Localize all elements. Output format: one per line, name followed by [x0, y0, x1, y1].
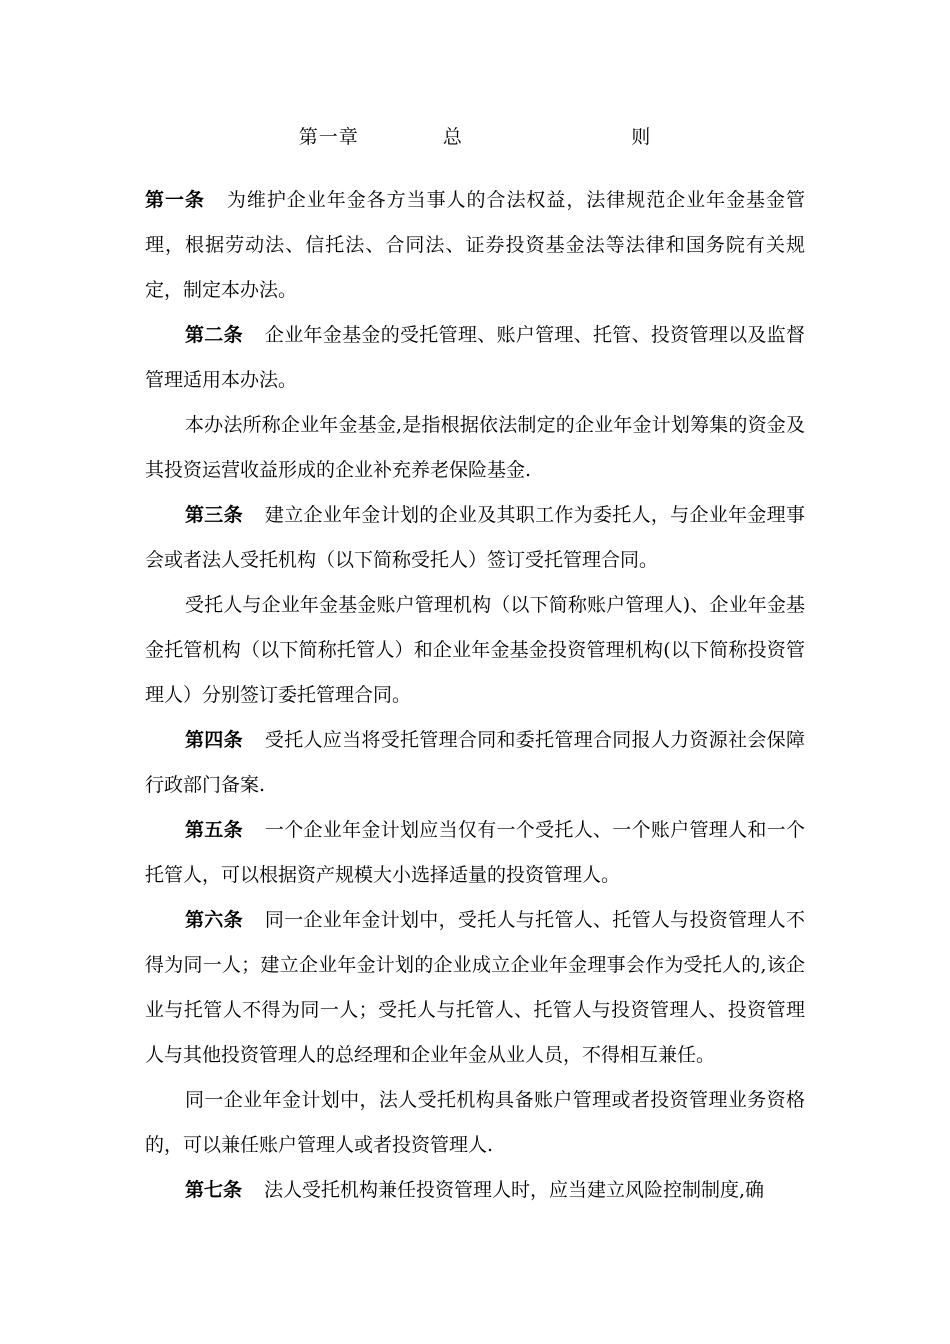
chapter-title: 第一章 总 则 — [298, 126, 652, 148]
article-6-label: 第六条 — [185, 909, 243, 931]
article-3 — [145, 493, 805, 583]
article-5-text: 一个企业年金计划应当仅有一个受托人、一个账户管理人和一个托管人，可以根据资产规模大小选择适量的投资管理人。 — [145, 819, 805, 886]
article-5-label: 第五条 — [185, 819, 243, 841]
article-4 — [145, 718, 805, 808]
article-2-extra: 本办法所称企业年金基金,是指根据依法制定的企业年金计划筹集的资金及其投资运营收益形成的企业补充养老保险基金. — [145, 414, 805, 481]
article-3-extra: 受托人与企业年金基金账户管理机构（以下简称账户管理人)、企业年金基金托管机构（以下简称托管人）和企业年金基金投资管理机构(以下简称投资管理人）分别签订委托管理合同。 — [145, 594, 805, 706]
article-3-label: 第三条 — [185, 504, 243, 526]
article-6-extra: 同一企业年金计划中，法人受托机构具备账户管理或者投资管理业务资格的，可以兼任账户管理人或者投资管理人. — [145, 1089, 805, 1156]
article-4-label: 第四条 — [185, 729, 243, 751]
article-2 — [145, 313, 805, 403]
article-7 — [145, 1168, 805, 1213]
article-1-label: 第一条 — [145, 189, 205, 211]
article-5 — [145, 808, 805, 898]
article-7-label: 第七条 — [185, 1179, 243, 1201]
article-6-text: 同一企业年金计划中，受托人与托管人、托管人与投资管理人不得为同一人；建立企业年金计划的企业成立企业年金理事会作为受托人的,该企业与托管人不得为同一人；受托人与托管人、托管人与投资管理人、投资管理人与其他投资管理人的总经理和企业年金从业人员，不得相互兼任。 — [145, 909, 805, 1066]
article-1-text: 为维护企业年金各方当事人的合法权益，法律规范企业年金基金管理，根据劳动法、信托法、合同法、证券投资基金法等法律和国务院有关规定，制定本办法。 — [145, 189, 805, 301]
article-2-text: 企业年金基金的受托管理、账户管理、托管、投资管理以及监督管理适用本办法。 — [145, 324, 805, 391]
article-1 — [145, 178, 805, 313]
article-6 — [145, 898, 805, 1078]
article-2-label: 第二条 — [185, 324, 243, 346]
article-7-text: 法人受托机构兼任投资管理人时，应当建立风险控制制度,确 — [264, 1179, 765, 1201]
document-page — [145, 118, 805, 1213]
article-4-text: 受托人应当将受托管理合同和委托管理合同报人力资源社会保障行政部门备案. — [145, 729, 805, 796]
article-3-text: 建立企业年金计划的企业及其职工作为委托人，与企业年金理事会或者法人受托机构（以下简称受托人）签订受托管理合同。 — [145, 504, 805, 571]
